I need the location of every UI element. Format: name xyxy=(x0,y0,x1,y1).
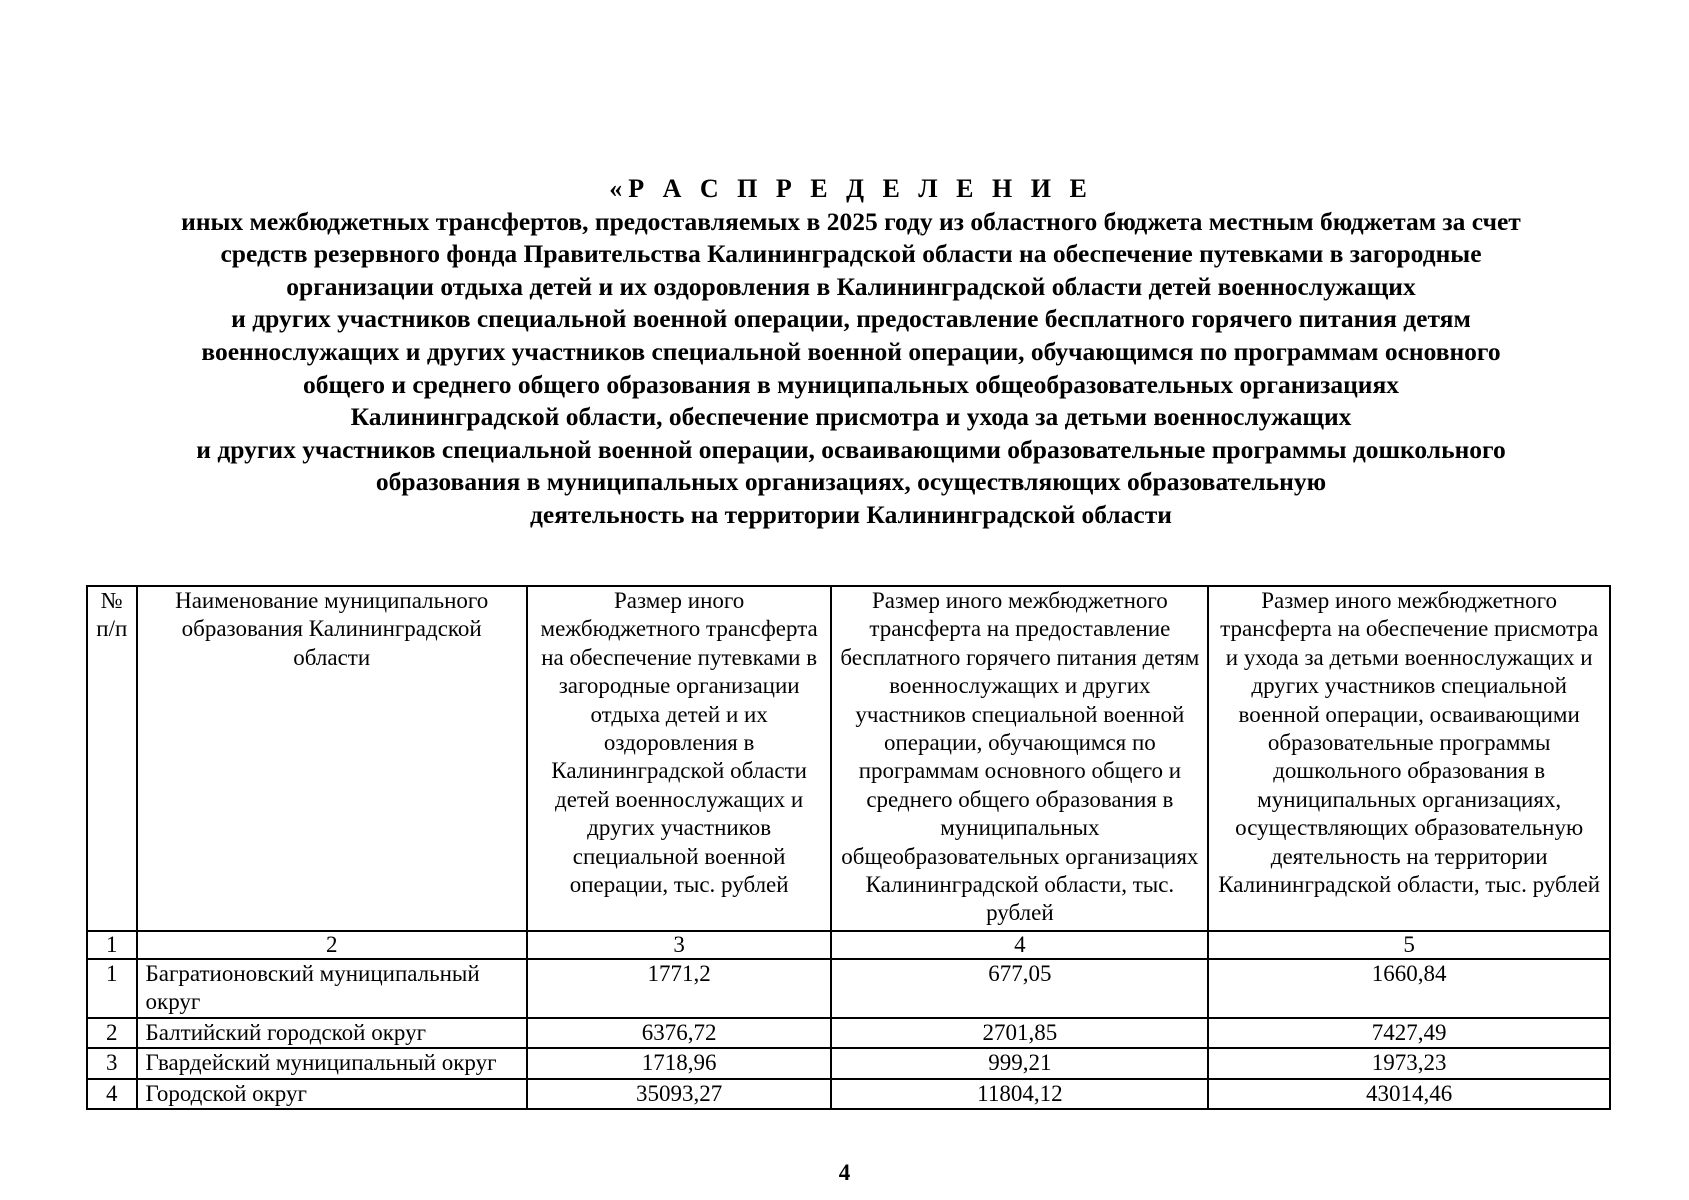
childcare-value: 7427,49 xyxy=(1208,1018,1610,1048)
row-number: 1 xyxy=(87,959,137,1018)
column-number: 1 xyxy=(87,931,137,959)
document-subtitle-line: и других участников специальной военной операции, предоставление бесплатного горячего питания детям xyxy=(231,304,1471,334)
table-header-row xyxy=(87,586,1610,931)
vouchers-value: 1718,96 xyxy=(527,1048,832,1078)
meals-value: 11804,12 xyxy=(831,1079,1208,1109)
header-number: № п/п xyxy=(87,586,137,931)
header-municipality-name: Наименование муниципального образования Калининградской области xyxy=(137,586,527,931)
table-row xyxy=(87,1079,1610,1109)
column-number: 4 xyxy=(831,931,1208,959)
page-number: 4 xyxy=(838,1160,851,1185)
vouchers-value: 6376,72 xyxy=(527,1018,832,1048)
document-subtitle-line: военнослужащих и других участников специальной военной операции, обучающимся по программам основного xyxy=(201,336,1501,366)
municipality-name: Гвардейский муниципальный округ xyxy=(137,1048,527,1078)
document-title: «Р А С П Р Е Д Е Л Е Н И Е xyxy=(609,174,1093,203)
distribution-table xyxy=(86,585,1611,1110)
table-row xyxy=(87,1048,1610,1078)
childcare-value: 1973,23 xyxy=(1208,1048,1610,1078)
document-subtitle-line: Калининградской области, обеспечение присмотра и ухода за детьми военнослужащих xyxy=(350,402,1352,432)
meals-value: 999,21 xyxy=(831,1048,1208,1078)
vouchers-value: 1771,2 xyxy=(527,959,832,1018)
municipality-name: Балтийский городской округ xyxy=(137,1018,527,1048)
column-number: 3 xyxy=(527,931,832,959)
row-number: 3 xyxy=(87,1048,137,1078)
document-subtitle-line: и других участников специальной военной операции, осваивающими образовательные программы дошкольного xyxy=(196,434,1506,464)
document-subtitle-line: средств резервного фонда Правительства Калининградской области на обеспечение путевками в загородные xyxy=(220,239,1482,269)
column-number: 5 xyxy=(1208,931,1610,959)
header-meals-transfer: Размер иного межбюджетного трансферта на предоставление бесплатного горячего питания детям военнослужащих и других участников специальной военной операции, обучающимся по программам основного общего и среднего общего образования в муниципальных общеобразовательных организациях Калининградской области, тыс. рублей xyxy=(831,586,1208,931)
meals-value: 677,05 xyxy=(831,959,1208,1018)
table-row xyxy=(87,959,1610,1018)
document-subtitle-line: общего и среднего общего образования в муниципальных общеобразовательных организациях xyxy=(302,369,1400,399)
header-childcare-transfer: Размер иного межбюджетного трансферта на обеспечение присмотра и ухода за детьми военнослужащих и других участников специальной военной операции, осваивающими образовательные программы дошкольного образования в муниципальных организациях, осуществляющих образовательную деятельность на территории Калининградской области, тыс. рублей xyxy=(1208,586,1610,931)
municipality-name: Багратионовский муниципальный округ xyxy=(137,959,527,1018)
document-subtitle-line: деятельность на территории Калининградской области xyxy=(530,499,1172,529)
row-number: 4 xyxy=(87,1079,137,1109)
row-number: 2 xyxy=(87,1018,137,1048)
column-number: 2 xyxy=(137,931,527,959)
document-subtitle-line: иных межбюджетных трансфертов, предоставляемых в 2025 году из областного бюджета местным бюджетам за счет xyxy=(181,206,1521,236)
municipality-name: Городской округ xyxy=(137,1079,527,1109)
document-subtitle-line: организации отдыха детей и их оздоровления в Калининградской области детей военнослужащих xyxy=(286,271,1416,301)
table-row xyxy=(87,1018,1610,1048)
childcare-value: 43014,46 xyxy=(1208,1079,1610,1109)
meals-value: 2701,85 xyxy=(831,1018,1208,1048)
column-numbering-row xyxy=(87,931,1610,959)
document-subtitle-line: образования в муниципальных организациях, осуществляющих образовательную xyxy=(375,467,1327,497)
childcare-value: 1660,84 xyxy=(1208,959,1610,1018)
vouchers-value: 35093,27 xyxy=(527,1079,832,1109)
header-vouchers-transfer: Размер иного межбюджетного трансферта на обеспечение путевками в загородные организации отдыха детей и их оздоровления в Калининградской области детей военнослужащих и других участников специальной военной операции, тыс. рублей xyxy=(527,586,832,931)
document-heading xyxy=(96,173,1606,532)
